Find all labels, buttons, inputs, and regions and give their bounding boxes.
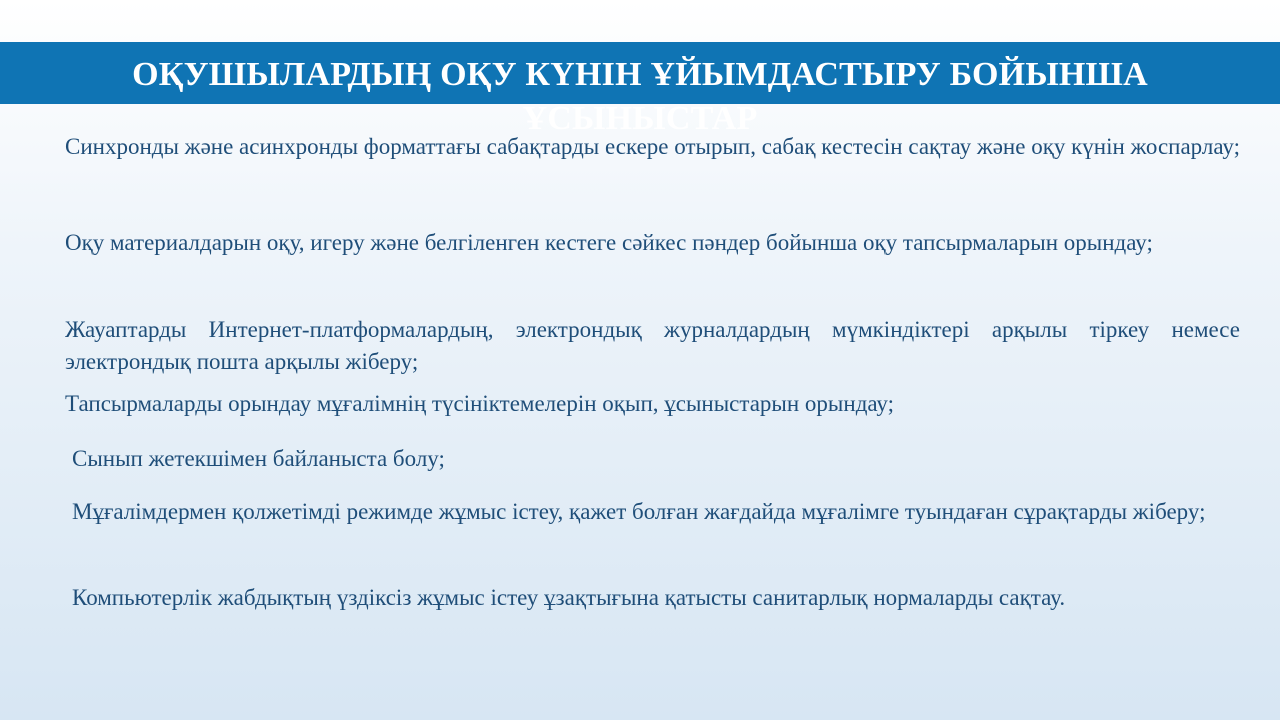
- recommendation-item: Сынып жетекшімен байланыста болу;: [72, 446, 445, 471]
- recommendation-item: Синхронды және асинхронды форматтағы сабақтарды ескере отырып, сабақ кестесін сақтау және оқу күнін жоспарлау;: [65, 134, 1240, 159]
- recommendation-item: Тапсырмаларды орындау мұғалімнің түсініктемелерін оқып, ұсыныстарын орындау;: [65, 391, 895, 416]
- recommendation-item: Компьютерлік жабдықтың үздіксіз жұмыс істеу ұзақтығына қатысты санитарлық нормаларды сақтау.: [72, 585, 1066, 610]
- title-bar: [0, 42, 1280, 137]
- recommendation-item: Оқу материалдарын оқу, игеру және белгіленген кестеге сәйкес пәндер бойынша оқу тапсырмаларын орындау;: [65, 230, 1153, 255]
- recommendation-item: Мұғалімдермен қолжетімді режимде жұмыс істеу, қажет болған жағдайда мұғалімге туындаған сұрақтарды жіберу;: [72, 499, 1206, 524]
- recommendation-item: Жауаптарды Интернет-платформалардың, электрондық журналдардың мүмкіндіктері арқылы тіркеу немесе электрондық пошта арқылы жіберу;: [65, 317, 1240, 374]
- slide-title: ОҚУШЫЛАРДЫҢ ОҚУ КҮНІН ҰЙЫМДАСТЫРУ БОЙЫНША ҰСЫНЫСТАР: [132, 56, 1148, 137]
